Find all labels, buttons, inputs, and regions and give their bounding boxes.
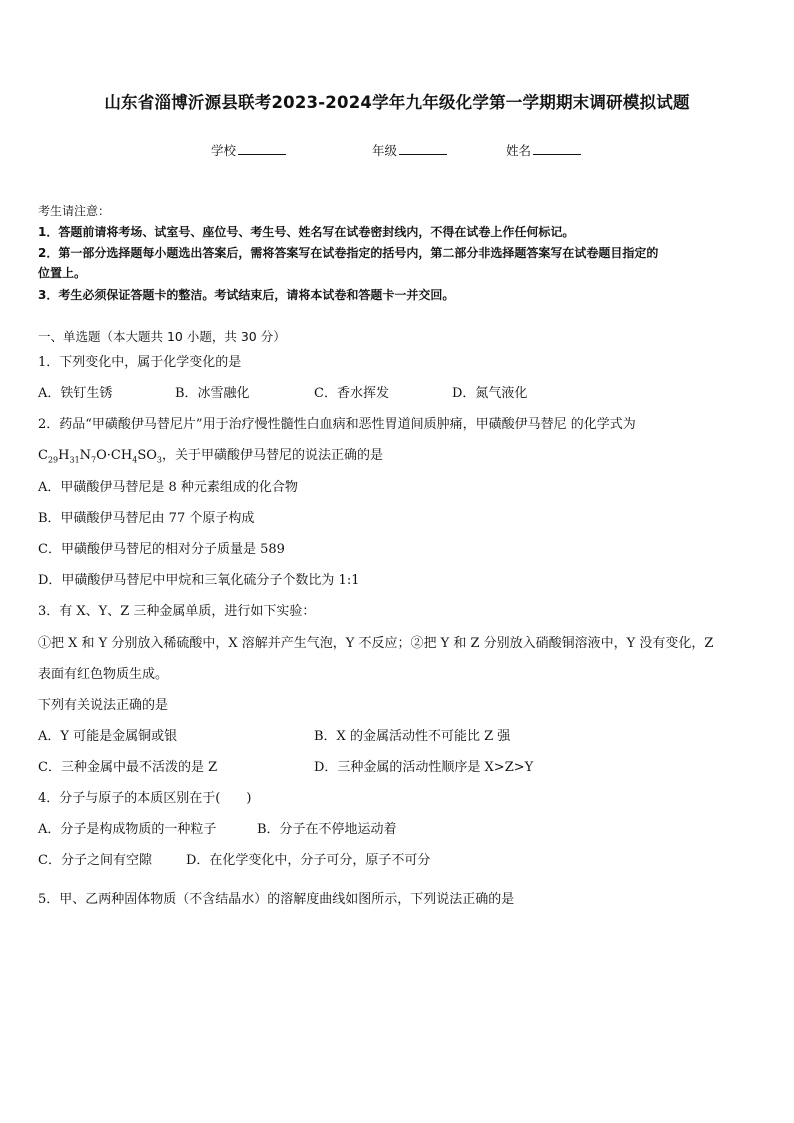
question-5-stem: 5．甲、乙两种固体物质（不含结晶水）的溶解度曲线如图所示，下列说法正确的是: [38, 892, 515, 907]
notice-item-2: 2．第一部分选择题每小题选出答案后，需将答案写在试卷指定的括号内，第二部分非选择题答案写在试卷题目指定的: [38, 246, 659, 260]
question-3-experiment: ①把 X 和 Y 分别放入稀硫酸中，X 溶解并产生气泡，Y 不反应；②把 Y 和 Z 分别放入硝酸铜溶液中，Y 没有变化，Z: [38, 636, 714, 651]
question-3-stem: 3．有 X、Y、Z 三种金属单质，进行如下实验：: [38, 604, 316, 619]
school-label: 学校: [211, 143, 237, 158]
question-3-option-c: C．三种金属中最不活泼的是 Z: [38, 760, 218, 775]
grade-field: [372, 141, 447, 159]
question-2-option-c: C．甲磺酸伊马替尼的相对分子质量是 589: [38, 542, 285, 557]
school-blank: [238, 143, 286, 155]
name-field: [506, 141, 581, 159]
name-label: 姓名: [506, 143, 532, 158]
notice-item-2-cont: 位置上。: [38, 266, 87, 280]
question-1-option-b: B．冰雪融化: [175, 386, 250, 401]
question-4-option-a: A．分子是构成物质的一种粒子: [38, 822, 217, 837]
question-2-option-d: D．甲磺酸伊马替尼中甲烷和三氧化硫分子个数比为 1:1: [38, 573, 360, 588]
question-2-stem: 2．药品“甲磺酸伊马替尼片”用于治疗慢性髓性白血病和恶性胃道间质肿痛，甲磺酸伊马替尼 的化学式为: [38, 417, 636, 432]
question-2-stem-tail: ，关于甲磺酸伊马替尼的说法正确的是: [161, 448, 383, 463]
question-2-option-b: B．甲磺酸伊马替尼由 77 个原子构成: [38, 511, 255, 526]
question-4-option-d: D．在化学变化中，分子可分，原子不可分: [186, 853, 431, 868]
question-3-option-b: B．X 的金属活动性不可能比 Z 强: [314, 729, 511, 744]
question-1-option-d: D．氮气液化: [452, 386, 528, 401]
question-3-option-d: D．三种金属的活动性顺序是 X>Z>Y: [314, 760, 534, 775]
question-4-option-c: C．分子之间有空隙: [38, 853, 152, 868]
question-1-option-c: C．香水挥发: [314, 386, 389, 401]
question-1-option-a: A．铁钉生锈: [38, 386, 113, 401]
section-heading: 一、单选题（本大题共 10 小题，共 30 分）: [38, 329, 286, 344]
question-2-option-a: A．甲磺酸伊马替尼是 8 种元素组成的化合物: [38, 480, 298, 495]
school-field: [211, 141, 286, 159]
exam-title: 山东省淄博沂源县联考2023-2024学年九年级化学第一学期期末调研模拟试题: [104, 93, 690, 112]
notice-heading: 考生请注意：: [38, 204, 111, 218]
notice-item-1: 1．答题前请将考场、试室号、座位号、考生号、姓名写在试卷密封线内，不得在试卷上作任何标记。: [38, 225, 575, 239]
question-2-stem-line2: [38, 448, 383, 464]
grade-blank: [399, 143, 447, 155]
question-1-stem: 1．下列变化中，属于化学变化的是: [38, 355, 242, 370]
question-3-option-a: A．Y 可能是金属铜或银: [38, 729, 178, 744]
formula: $C_{29}H_{31}N_7O\cdot CH_4SO_3$: [38, 448, 162, 465]
question-3-experiment-cont: 表面有红色物质生成。: [38, 667, 169, 682]
grade-label: 年级: [372, 143, 398, 158]
question-4-stem: 4．分子与原子的本质区别在于( ): [38, 791, 252, 806]
name-blank: [533, 143, 581, 155]
question-3-prompt: 下列有关说法正确的是: [38, 698, 169, 713]
student-info-row: [0, 141, 794, 161]
notice-item-3: 3．考生必须保证答题卡的整洁。考试结束后，请将本试卷和答题卡一并交回。: [38, 288, 455, 302]
question-4-option-b: B．分子在不停地运动着: [257, 822, 397, 837]
